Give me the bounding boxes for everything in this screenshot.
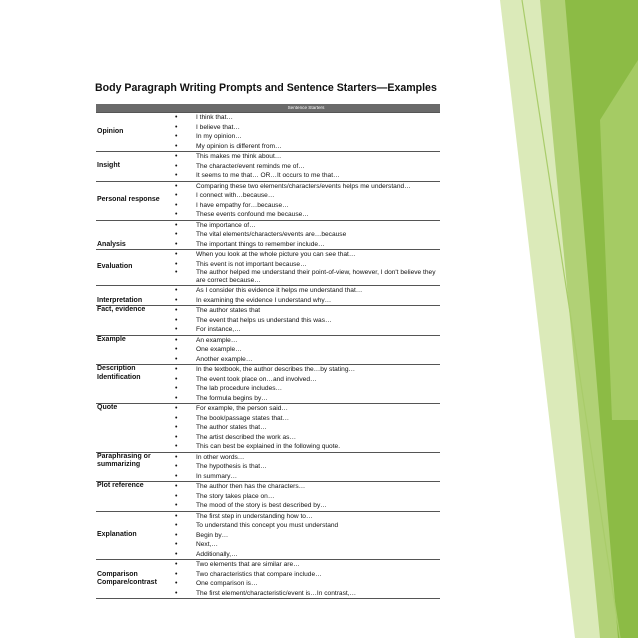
- category-cell: [96, 286, 172, 306]
- starter-item: • I think that…: [172, 113, 440, 123]
- starter-item: • One example…: [172, 345, 440, 355]
- starter-item: • Comparing these two elements/characters/events helps me understand…: [172, 182, 440, 192]
- starters-list: [172, 336, 440, 365]
- table-row: [96, 113, 440, 152]
- category-label: Evaluation: [97, 263, 133, 271]
- table-row: [96, 220, 440, 250]
- category-label: Fact, evidence: [97, 306, 146, 313]
- starter-item: • I have empathy for…because…: [172, 201, 440, 211]
- starters-cell: [172, 335, 440, 365]
- starters-list: [172, 113, 440, 151]
- starters-cell: [172, 452, 440, 482]
- starter-item: • The first element/characteristic/event is…In contrast,…: [172, 589, 440, 599]
- category-cell: [96, 335, 172, 365]
- starter-item: • Begin by…: [172, 531, 440, 541]
- starter-item: • This event is not important because…: [172, 260, 440, 270]
- sentence-starters-table: [96, 104, 440, 599]
- starter-item: • The artist described the work as…: [172, 433, 440, 443]
- starter-item: • I connect with…because…: [172, 191, 440, 201]
- category-cell: [96, 306, 172, 336]
- table-row: [96, 365, 440, 404]
- starter-item: • When you look at the whole picture you can see that…: [172, 250, 440, 260]
- starters-list: [172, 152, 440, 181]
- starter-item: • The important things to remember include…: [172, 240, 440, 250]
- table-row: [96, 250, 440, 286]
- starters-cell: [172, 113, 440, 152]
- starter-item: • In the textbook, the author describes the…by stating…: [172, 365, 440, 375]
- starter-item: • My opinion is different from…: [172, 142, 440, 152]
- starter-item: • In examining the evidence I understand why…: [172, 296, 440, 306]
- table-header-row: [96, 104, 440, 113]
- category-cell: [96, 250, 172, 286]
- table-row: [96, 482, 440, 512]
- table-row: [96, 181, 440, 220]
- category-label: summarizing: [97, 461, 141, 468]
- category-cell: [96, 560, 172, 599]
- table-row: [96, 335, 440, 365]
- starter-item: • The hypothesis is that…: [172, 462, 440, 472]
- starters-cell: [172, 482, 440, 512]
- starter-item: • The vital elements/characters/events are…because: [172, 230, 440, 240]
- header-cell-category: [96, 104, 172, 113]
- category-label: Compare/contrast: [97, 579, 157, 586]
- category-label: Analysis: [97, 240, 126, 248]
- starter-item: • The event that helps us understand this was…: [172, 316, 440, 326]
- category-label: Insight: [97, 162, 120, 169]
- category-cell: [96, 365, 172, 404]
- starters-list: [172, 182, 440, 220]
- category-label: Comparison: [97, 570, 138, 578]
- starter-item: • These events confound me because…: [172, 210, 440, 220]
- starter-item: • One comparison is…: [172, 579, 440, 589]
- table-row: [96, 511, 440, 560]
- starter-item: • An example…: [172, 336, 440, 346]
- starters-list: [172, 404, 440, 452]
- starter-item: • Next,…: [172, 540, 440, 550]
- starters-cell: [172, 152, 440, 182]
- starter-item: • The character/event reminds me of…: [172, 162, 440, 172]
- starter-item: • In summary…: [172, 472, 440, 482]
- category-label: Identification: [97, 373, 141, 381]
- table-row: [96, 452, 440, 482]
- category-label: Explanation: [97, 531, 137, 538]
- starters-list: [172, 512, 440, 560]
- starter-item: • The author helped me understand their point-of-view, however, I don't believe they are correct because…: [172, 269, 440, 285]
- starters-cell: [172, 404, 440, 453]
- starters-cell: [172, 250, 440, 286]
- category-cell: [96, 511, 172, 560]
- starter-item: • For instance,…: [172, 325, 440, 335]
- starter-item: • The first step in understanding how to…: [172, 512, 440, 522]
- starter-item: • The mood of the story is best described by…: [172, 501, 440, 511]
- category-label: Example: [97, 335, 126, 343]
- category-cell: [96, 404, 172, 453]
- starter-item: • Two characteristics that compare include…: [172, 570, 440, 580]
- starter-item: • In other words…: [172, 453, 440, 463]
- table-row: [96, 306, 440, 336]
- starters-cell: [172, 511, 440, 560]
- starters-list: [172, 560, 440, 598]
- starters-list: [172, 482, 440, 511]
- category-label: Interpretation: [97, 296, 143, 304]
- starters-list: [172, 365, 440, 403]
- category-cell: [96, 220, 172, 250]
- starters-list: [172, 250, 440, 285]
- page-title: Body Paragraph Writing Prompts and Sentence Starters—Examples: [95, 82, 437, 94]
- starter-item: • As I consider this evidence it helps me understand that…: [172, 286, 440, 296]
- header-cell-starters: Sentence Starters: [172, 104, 440, 113]
- table-row: [96, 286, 440, 306]
- starter-item: • It seems to me that… OR…It occurs to me that…: [172, 171, 440, 181]
- starter-item: • The story takes place on…: [172, 492, 440, 502]
- category-label: Paraphrasing or: [97, 452, 151, 460]
- starter-item: • To understand this concept you must understand: [172, 521, 440, 531]
- starters-cell: [172, 306, 440, 336]
- table-row: [96, 152, 440, 182]
- starter-item: • The importance of…: [172, 221, 440, 231]
- starters-cell: [172, 560, 440, 599]
- table-row: [96, 404, 440, 453]
- category-label: Quote: [97, 404, 118, 411]
- starter-item: • The event took place on…and involved…: [172, 375, 440, 385]
- starters-cell: [172, 286, 440, 306]
- category-cell: [96, 181, 172, 220]
- starters-list: [172, 453, 440, 482]
- starters-list: [172, 221, 440, 250]
- starters-list: [172, 306, 440, 335]
- starters-cell: [172, 220, 440, 250]
- starter-item: • Additionally,…: [172, 550, 440, 560]
- category-label: Personal response: [97, 196, 160, 204]
- category-cell: [96, 152, 172, 182]
- starters-cell: [172, 365, 440, 404]
- starter-item: • This makes me think about…: [172, 152, 440, 162]
- category-cell: [96, 452, 172, 482]
- table-row: [96, 560, 440, 599]
- starter-item: • The lab procedure includes…: [172, 384, 440, 394]
- category-label: Opinion: [97, 127, 124, 135]
- starter-item: • This can best be explained in the following quote.: [172, 442, 440, 452]
- table-body: [96, 113, 440, 599]
- category-label: Plot reference: [97, 482, 144, 489]
- starter-item: • The formula begins by…: [172, 394, 440, 404]
- starter-item: • I believe that…: [172, 123, 440, 133]
- category-label: Description: [97, 365, 136, 372]
- starter-item: • Two elements that are similar are…: [172, 560, 440, 570]
- starter-item: • Another example…: [172, 355, 440, 365]
- starters-list: [172, 286, 440, 305]
- starter-item: • The author then has the characters…: [172, 482, 440, 492]
- category-cell: [96, 113, 172, 152]
- starter-item: • For example, the person said…: [172, 404, 440, 414]
- starter-item: • In my opinion…: [172, 132, 440, 142]
- starters-cell: [172, 181, 440, 220]
- starter-item: • The book/passage states that…: [172, 414, 440, 424]
- category-cell: [96, 482, 172, 512]
- starter-item: • The author states that…: [172, 423, 440, 433]
- starter-item: • The author states that: [172, 306, 440, 316]
